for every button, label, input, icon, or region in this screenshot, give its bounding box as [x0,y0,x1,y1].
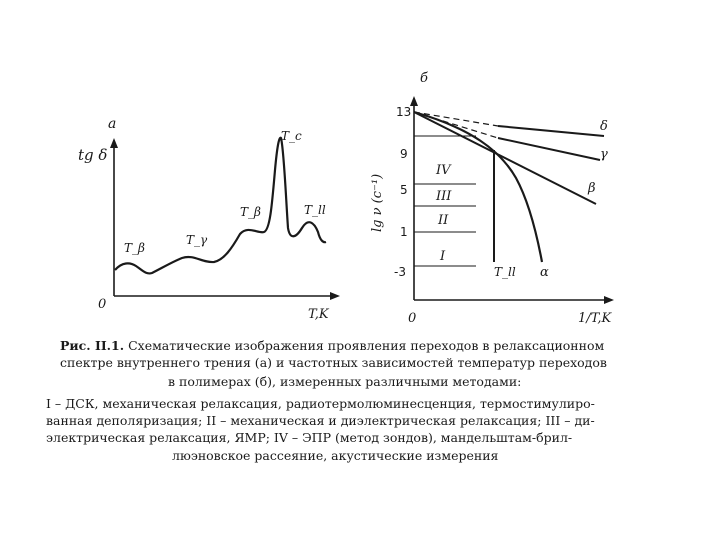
caption-line-5: ванная деполяризация; II – механическая и диэлектрическая релаксация; III – ди- [46,413,595,428]
panel-a-x-label: T,K [308,307,329,322]
caption-line-3: в полимерах (б), измеренных различными методами: [168,374,522,389]
tll-label: T_ll [494,265,516,279]
panel-b-y-label: lg ν (c⁻¹) [370,173,385,232]
caption-line-7: люэновское рассеяние, акустические измерения [172,448,499,463]
caption-line-4: I – ДСК, механическая релаксация, радиотермолюминесценция, термостимулиро- [46,396,595,411]
y-tick-1: 1 [400,225,408,239]
panel-b-x-label: 1/T,K [578,311,612,326]
curve-label-delta: δ [600,119,608,134]
panel-b-x-arrow [604,296,614,304]
peak-label-tll: T_ll [304,203,326,217]
panel-a-y-arrow [110,138,118,148]
panel-b-origin: 0 [408,311,417,326]
panel-a [78,116,340,322]
peak-label-tb: T_β [124,241,145,255]
curve-label-alpha: α [540,265,549,280]
panel-a-curve [115,138,326,274]
panel-b [370,71,614,326]
panel-a-origin: 0 [98,297,107,312]
caption-line-1-text: Схематические изображения проявления переходов в релаксационном [128,338,605,353]
method-label-ii: II [438,213,449,228]
curve-label-beta: β [588,181,596,196]
curve-delta [498,126,604,136]
peak-label-tg: T_γ [186,233,208,247]
method-label-i: I [440,249,446,264]
panel-a-letter: а [108,116,117,132]
y-tick-9: 9 [400,147,408,161]
y-tick-minus3: -3 [394,265,406,279]
curve-label-gamma: γ [600,147,608,162]
caption-line-2: спектре внутреннего трения (а) и частотных зависимостей температур переходов [60,355,607,370]
caption-line-6: электрическая релаксация, ЯМР; IV – ЭПР (метод зондов), мандельштам-брил- [46,430,573,445]
y-tick-13: 13 [396,105,412,119]
method-label-iv: IV [436,163,451,178]
panel-a-y-label: tg δ [78,146,108,164]
curve-gamma [498,138,600,160]
y-tick-5: 5 [400,183,408,197]
curve-alpha [414,112,542,262]
peak-label-tbeta: T_β [240,205,261,219]
panel-b-letter: б [420,71,428,86]
caption-figure-number: Рис. II.1. [60,338,125,353]
panel-a-x-arrow [330,292,340,300]
peak-label-tc: T_c [281,129,302,143]
caption-line-1 [60,338,604,354]
method-label-iii: III [436,189,452,204]
